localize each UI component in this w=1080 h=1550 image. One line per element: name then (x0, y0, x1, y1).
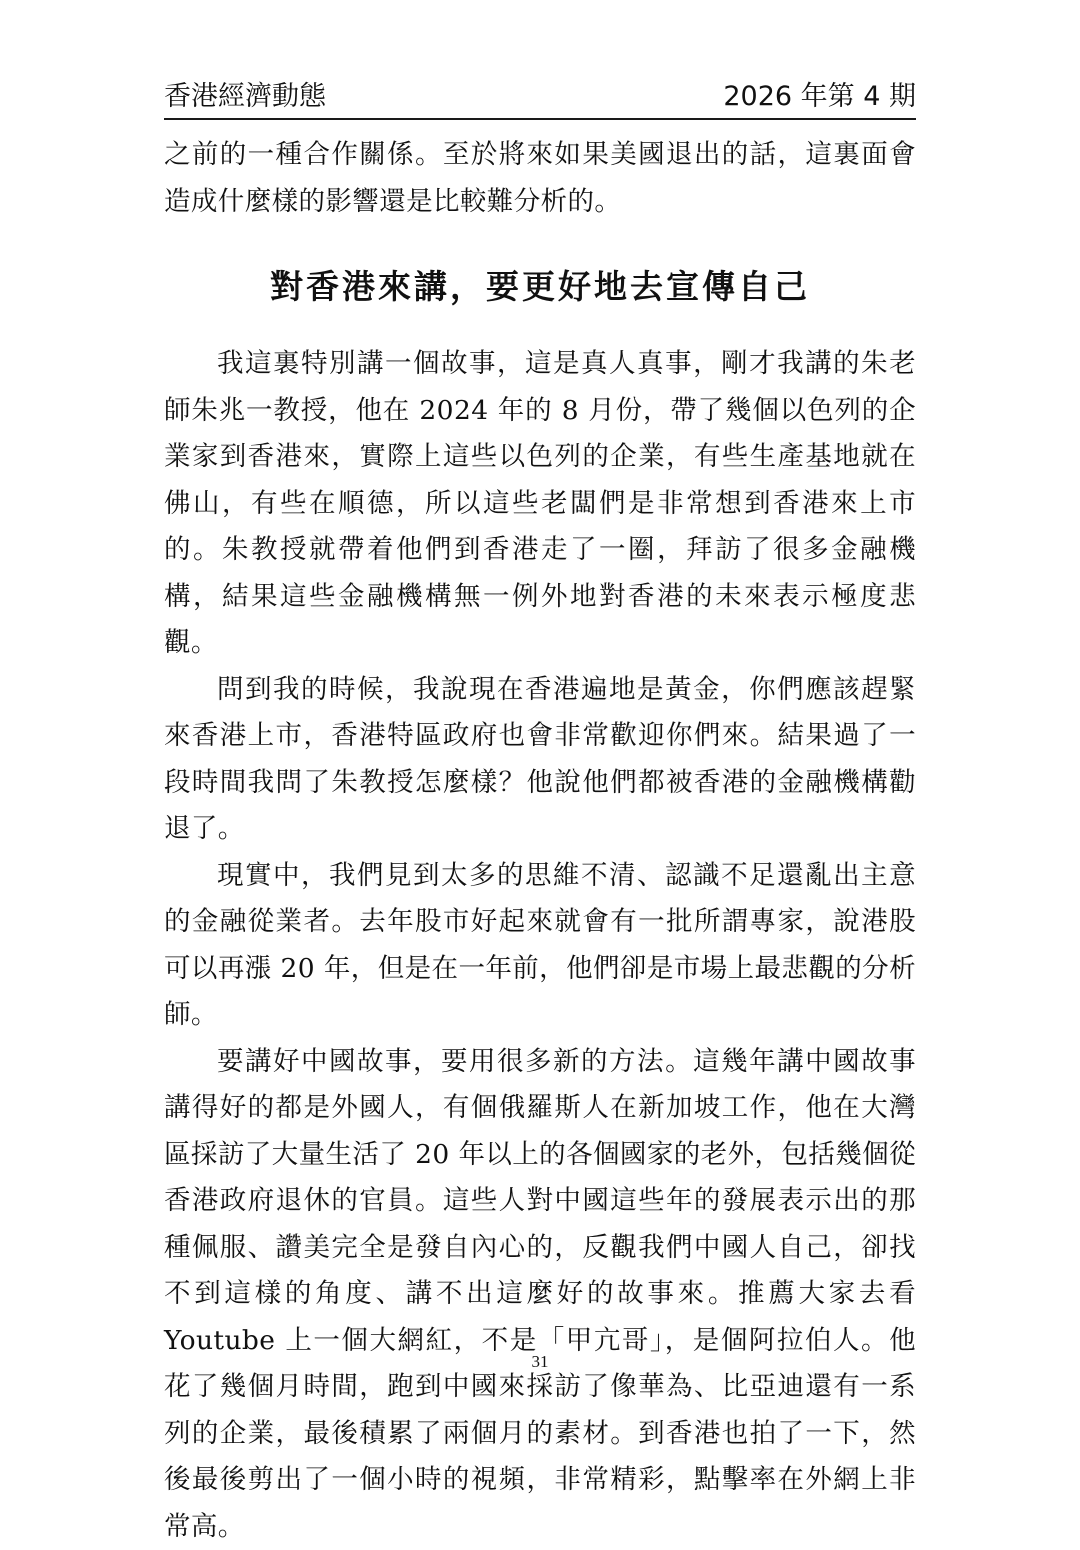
article-body (164, 132, 916, 1550)
body-paragraph-4: 要講好中國故事，要用很多新的方法。這幾年講中國故事講得好的都是外國人，有個俄羅斯人在新加坡工作，他在大灣區採訪了大量生活了 20 年以上的各個國家的老外，包括幾個從香港政府退休的官員。這些人對中國這些年的發展表示出的那種佩服、讚美完全是發自內心的，反觀我們中國人自己，卻找不到這樣的角度、講不出這麼好的故事來。推薦大家去看 Youtube 上一個大網紅，不是「甲亢哥」，是個阿拉伯人。他花了幾個月時間，跑到中國來採訪了像華為、比亞迪還有一系列的企業，最後積累了兩個月的素材。到香港也拍了一下，然後最後剪出了一個小時的視頻，非常精彩，點擊率在外網上非常高。 (164, 1039, 916, 1550)
issue-label: 2026 年第 4 期 (723, 78, 916, 116)
body-paragraph-1: 我這裏特別講一個故事，這是真人真事，剛才我講的朱老師朱兆一教授，他在 2024 年的 8 月份，帶了幾個以色列的企業家到香港來，實際上這些以色列的企業，有些生產基地就在佛山，有些在順德，所以這些老闆們是非常想到香港來上市的。朱教授就帶着他們到香港走了一圈，拜訪了很多金融機構，結果這些金融機構無一例外地對香港的未來表示極度悲觀。 (164, 341, 916, 667)
page-number: 31 (0, 1352, 1080, 1372)
body-paragraph-2: 問到我的時候，我說現在香港遍地是黃金，你們應該趕緊來香港上市，香港特區政府也會非常歡迎你們來。結果過了一段時間我問了朱教授怎麼樣？他說他們都被香港的金融機構勸退了。 (164, 667, 916, 853)
section-title: 對香港來講，要更好地去宣傳自己 (164, 265, 916, 309)
body-paragraph-3: 現實中，我們見到太多的思維不清、認識不足還亂出主意的金融從業者。去年股市好起來就會有一批所謂專家，說港股可以再漲 20 年，但是在一年前，他們卻是市場上最悲觀的分析師。 (164, 853, 916, 1039)
page-header (164, 72, 916, 120)
journal-name: 香港經濟動態 (164, 78, 326, 116)
intro-paragraph: 之前的一種合作關係。至於將來如果美國退出的話，這裏面會造成什麼樣的影響還是比較難分析的。 (164, 132, 916, 225)
